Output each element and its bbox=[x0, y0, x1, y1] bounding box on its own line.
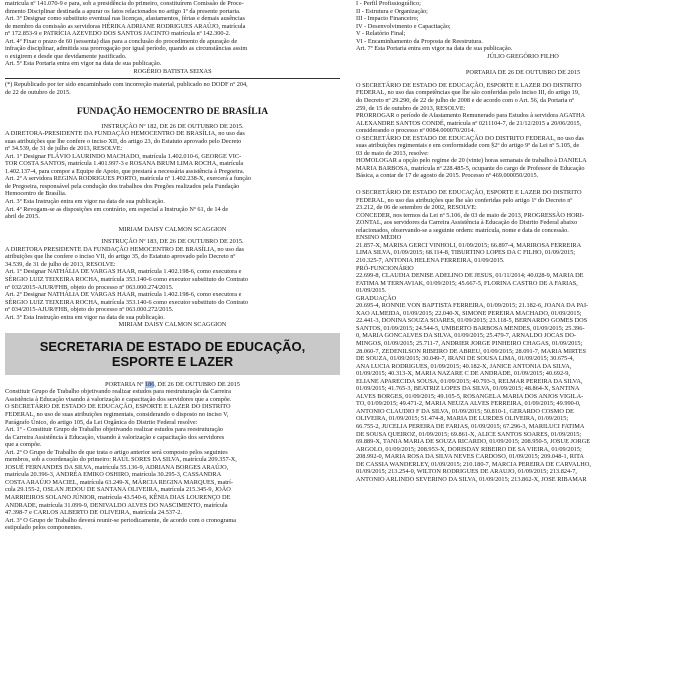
text-line: abril de 2015. bbox=[5, 213, 40, 221]
text-line: Hemocentro de Brasília. bbox=[5, 190, 67, 198]
text-line: membros, sob a coordenação do primeiro: RAUL SORES DA SILVA, matrícula 209.357-X, bbox=[5, 456, 237, 464]
text-line: o exigirem e desde que devidamente justificado. bbox=[5, 52, 127, 60]
text-line: OLIVEIRA, 01/09/2015; 51.474-8, MARIA DE LURDES OLIVEIRA, 01/09/2015; bbox=[356, 415, 569, 423]
text-line: TOR COSTA SANTOS, matrícula 1.401.997-3 e ROSANA BRUM LIMA ROCHA, matrícula bbox=[5, 160, 244, 168]
text-line: do Decreto nº 29.290, de 22 de julho de 2008 e de acordo com o Art. 56, da Portaria nº bbox=[356, 97, 575, 105]
text-line: JOSUÉ FERNANDES DA SILVA, matrícula 55.136-9, ADRIANA BORGES ARAÚJO, bbox=[5, 463, 229, 471]
section-heading-fhb: FUNDAÇÃO HEMOCENTRO DE BRASÍLIA bbox=[76, 106, 269, 117]
text-line: 22.699-8, CLAUDIA DENISE ADELINO DE JESUS, 01/11/2014; 40.028-9, MARIA DE bbox=[356, 272, 584, 280]
text-line: FEDERAL, no uso das atribuições que lhe são conferidas pelo artigo 1º do Decreto nº bbox=[356, 196, 573, 204]
text-line: Art. 3º Esta Instrução entra em vigor na data de sua publicação. bbox=[5, 198, 165, 206]
text-line: Art. 3º O Grupo de Trabalho deverá reunir-se periodicamente, de acordo com o cronograma bbox=[5, 516, 237, 524]
text-line: nº 34.539, de 31 de julho de 2013, RESOLVE: bbox=[5, 145, 123, 153]
text-line: Art. 1º Designar NATHÁLIA DE VARGAS HAAR, matrícula 1.402.198-6, como executora e bbox=[5, 268, 242, 276]
text-line: MINGOS, 01/09/2015; 25.711-7, ANDRIER JORGE PINHEIRO CHAGAS, 01/09/2015; bbox=[356, 339, 583, 347]
text-line: XAO ALMEIDA, 01/09/2015; 22.040-X, SIMONE PEREIRA MACHADO, 01/09/2015; bbox=[356, 309, 582, 317]
text-line: VI - Encaminhamento da Proposta de Reestrutura. bbox=[356, 37, 483, 45]
text-line: nº 172.853-9 e PATRÍCIA AZEVEDO DOS SANTOS JACINTO matrícula nº 142.300-2. bbox=[5, 30, 231, 38]
signature: JÚLIO GREGÓRIO FILHO bbox=[487, 52, 559, 60]
text-line: nº 032/2015-AJUR/FHB, objeto do processo nº 063.000.274/2015. bbox=[5, 283, 174, 291]
divider bbox=[5, 78, 340, 79]
signature: MIRIAM DAISY CALMON SCAGGION bbox=[118, 225, 227, 233]
text-line: Art. 2º O Grupo de Trabalho de que trata o artigo anterior será composto pelos seguintes bbox=[5, 448, 228, 456]
text-line: ENSINO MÉDIO bbox=[356, 234, 402, 242]
signature: ROGÉRIO BATISTA SEIXAS bbox=[133, 67, 212, 75]
section-banner-education bbox=[5, 333, 340, 375]
text-line: 66.755-2, JUCELIA PEREIRA DE FARIAS, 01/09/2015; 67.296-3, MARILUCI FATIMA bbox=[356, 422, 585, 430]
text-line: 34.539, de 31 de julho de 2013, RESOLVE: bbox=[5, 260, 116, 268]
portaria-body-b bbox=[356, 189, 690, 483]
text-line: ANTONIO ARLINDO SEVERINO DA SILVA, 01/09/2015; 213.862-X, JOSE RIBAMAR bbox=[356, 475, 587, 483]
text-line: A DIRETORA PRESIDENTE DA FUNDAÇÃO HEMOCENTRO DE BRASÍLIA, no uso das bbox=[5, 245, 244, 253]
text-line: Art. 3º Esta Instrução entra em vigor na data de sua publicação. bbox=[5, 313, 165, 321]
text-line: MARRIEIROS SOLANO JÚNIOR, matrícula 43.540-6, KÊNIA DIAS LOURENÇO DE bbox=[5, 493, 231, 501]
text-line: DE SOUSA QUEIROZ, 01/09/2015; 69.861-X, ALICE SANTOS SOARES, 01/09/2015; bbox=[356, 430, 582, 438]
text-line: estipulado pelos componentes. bbox=[5, 524, 83, 532]
text-line: de membro da comissão as servidoras HÉRIKA ADRIANE RODRIGUES ARAÚJO, matrícula bbox=[5, 22, 246, 30]
text-line: suas atribuições que lhe confere o inciso XII, do artigo 23, do Estatuto aprovado pelo Decreto bbox=[5, 137, 242, 145]
text-line: Assistência à Educação visando à valorização e capacitação dos servidores que a compõe. bbox=[5, 395, 232, 403]
highlighted-number: 186 bbox=[144, 380, 155, 388]
text-line: 23.212, de 06 de setembro de 2002, RESOLVE: bbox=[356, 204, 477, 212]
text-line: Art. 5º Esta Portaria entra em vigor na data de sua publicação. bbox=[5, 60, 162, 68]
portaria-title-suffix: , DE 26 DE OUTUBRO DE 2015 bbox=[154, 380, 240, 388]
text-line: ARGOLO, 01/09/2015; 208.953-X, DORISDAY RIBEIRO DE SA VIEIRA, 01/09/2015; bbox=[356, 445, 582, 453]
text-line: IV - Desenvolvimento e Capacitação; bbox=[356, 22, 451, 30]
text-line: CONCEDER, nos termos da Lei nº 5.106, de 03 de maio de 2013, PROGRESSÃO HORI- bbox=[356, 211, 584, 219]
banner-line: SECRETARIA DE ESTADO DE EDUCAÇÃO, bbox=[39, 338, 306, 354]
text-line: 01/09/2015. bbox=[356, 287, 387, 295]
text-line: matricula nº 141.070-9 e para, sob a presidência do primeiro, constituírem Comissão de Proce- bbox=[5, 0, 244, 7]
text-line: Art. 3º Designar como substituto eventual nas licenças, afastamentos, férias e demais ausências bbox=[5, 15, 245, 23]
text-line: GRADUAÇÃO bbox=[356, 294, 397, 302]
text-line: LIMA SILVA, 01/09/2015; 68.114-8, TIBURTINO LOPES DA C FILHO, 01/09/2015; bbox=[356, 249, 576, 257]
text-line: Constituir Grupo de Trabalho objetivando realizar estudos para reestruturação da Carreira bbox=[5, 388, 231, 396]
text-line: 03 de maio de 2013, resolve: bbox=[356, 149, 429, 157]
text-line: SÉRGIO LUIZ TEIXEIRA ROCHA, matrícula 353.140-6 como executor substituto do Contrato bbox=[5, 275, 248, 283]
text-line: ALEXANDRE SANTOS CONDÉ, matrícula nº 0211104-7, de 21/12/2015 a 20/06/2015, bbox=[356, 119, 582, 127]
instrucao-183-title: INSTRUÇÃO Nº 183, DE 26 DE OUTUBRO DE 2015. bbox=[101, 238, 244, 246]
text-line: II - Estrutura e Organização; bbox=[356, 7, 428, 15]
text-line: 28.060-7, ZEDENILSON RIBEIRO DE ABREU, 01/09/2015; 28.091-7, MARIA MIRTES bbox=[356, 347, 586, 355]
text-line: 47.398-7 e CARLOS ALBERTO DE OLIVEIRA, matrícula 24.537-2. bbox=[5, 509, 183, 517]
text-line: ANDRADE, matrícula 31.099-9, DENIVALDO ALVES DO NASCIMENTO, matrícula bbox=[5, 501, 228, 509]
text-line: suas atribuições regimentais e em conformidade com §2º do artigo 9º da Lei nº 5.105, de bbox=[356, 142, 580, 150]
text-line: O SECRETÁRIO DE ESTADO DE EDUCAÇÃO, ESPORTE E LAZER DO DISTRITO bbox=[5, 403, 231, 411]
text-line: TO, 01/09/2015; 49.471-2, MARIA NEUZA ALVES FERREIRA, 01/09/2015; 49.990-0, bbox=[356, 400, 581, 408]
right-column bbox=[356, 0, 690, 483]
text-line: Art. 4º Revogam-se as disposições em contrário, em especial a Instrução Nº 61, de 14 de bbox=[5, 205, 229, 213]
text-line: I - Perfil Profissiográfico; bbox=[356, 0, 421, 7]
portaria-title-prefix: PORTARIA Nº bbox=[105, 380, 145, 388]
text-line: PRORROGAR o período de Afastamento Remunerado para Estudos à servidora AGATHA bbox=[356, 112, 586, 120]
text-line: cula 29.155-2, OSLAN JEDOU DE SANTANA OLIVEIRA, matrícula 215.345-9, JOÃO bbox=[5, 486, 231, 494]
text-line: ZONTAL, aos servidores da Carreira Assistência à Educação do Distrito Federal abaixo bbox=[356, 219, 578, 227]
text-line: HOMOLOGAR a opção pelo regime de 20 (vinte) horas semanais de trabalho à DANIELA bbox=[356, 157, 587, 165]
text-line: dimento Disciplinar destinada a apurar os fatos relacionados no artigo 1º da presente portaria. bbox=[5, 7, 241, 15]
text-line: COSTA ARAÚJO MACIEL, matrícula 63.249-X, MÁRCIA REGINA MARQUES, matrí- bbox=[5, 478, 233, 486]
text-line: 21.857-X, MARISA GERCI VINHOLI, 01/09/2015; 66.897-4, MARIROSA FERREIRA bbox=[356, 241, 582, 249]
text-line: relacionados, observando-se a seguinte ordem: matrícula, nome e data de concessão. bbox=[356, 226, 569, 234]
text-line: DE SOUZA, 01/09/2015; 30.049-7, IRANI DE SOUSA LIMA, 01/09/2015; 30.675-4, bbox=[356, 355, 575, 363]
text-line: 01/09/2015; 213.254-0, WILTON RODRIGUES DE ARAUJO, 01/09/2015; 213.824-7, bbox=[356, 468, 577, 476]
text-line: FATIMA M TERNAVIAK, 01/09/2015; 45.667-5, FLORINA CASTRO DE A FARIAS, bbox=[356, 279, 578, 287]
text-line: MARIA BARBOSA, matrícula nº 228.485-5, ocupante do cargo de Professor de Educação bbox=[356, 164, 585, 172]
text-line: 20.695-4, RONNIE VON BAPTISTA FERREIRA, 01/09/2015; 21.182-6, JOANA DA PAI- bbox=[356, 302, 589, 310]
text-line: 0, MARIA GONCALVES DA SILVA, 01/09/2015; 25.479-7, ARNALDO JOCAS DO- bbox=[356, 332, 577, 340]
text-line: SÉRGIO LUIZ TEIXEIRA ROCHA, matrícula 353.140-6 como executor substituto do Contrato bbox=[5, 298, 248, 306]
instrucao-183-body bbox=[5, 246, 340, 321]
text-line: PRÓ-FUNCIONÁRIO bbox=[356, 264, 414, 272]
text-line: SANTOS, 01/09/2015; 24.544-5, UMBERTO BARBOSA MENDES, 01/09/2015; 25.396- bbox=[356, 324, 585, 332]
work-items-list bbox=[356, 0, 690, 53]
signature: MIRIAM DAISY CALMON SCAGGION bbox=[118, 321, 227, 329]
text-line: Art. 1º Designar FLÁVIO LAURINDO MACHADO, matrícula 1.402.010-6, GEORGE VIC- bbox=[5, 152, 242, 160]
text-line: 22.441-3, DONINA SOUZA SOARES, 01/09/2015; 23.118-5, BERNARDO GOMES DOS bbox=[356, 317, 588, 325]
text-line: Parágrafo Único, do artigo 105, da Lei Orgânica do Distrito Federal resolve: bbox=[5, 418, 198, 426]
text-line: considerando o processo nº 0084.000070/2014. bbox=[356, 127, 476, 135]
text-line: 01/09/2015; 41.765-3, BEATRIZ LOPES DA SILVA, 01/09/2015; 48.864-X, SANTINA bbox=[356, 385, 580, 393]
banner-line: ESPORTE E LAZER bbox=[111, 354, 234, 370]
text-line: Art. 2º A servidora REGINA RODRIGUES PORTO, matrícula nº 1.402.238-X, exercerá a função bbox=[5, 175, 251, 183]
text-line: Básica, a contar de 17 de agosto de 2015. Processo nº 469.000050/2015. bbox=[356, 172, 539, 180]
text-line: 259, de 15 de outubro de 2013, RESOLVE: bbox=[356, 104, 466, 112]
text-line: Art. 2º Designar NATHÁLIA DE VARGAS HAAR, matrícula 1.402.198-6, como executora e bbox=[5, 291, 242, 299]
portaria-continuation bbox=[5, 0, 340, 68]
left-column bbox=[5, 0, 340, 532]
text-line: 01/09/2015; 40.313-X, MARIA NAZARE C DE ANDRADE, 01/09/2015; 40.692-9, bbox=[356, 370, 570, 378]
republication-note bbox=[5, 81, 340, 96]
instrucao-182-body bbox=[5, 130, 340, 221]
text-line: 210.325-7, ANTONIA HELENA FERREIRA, 01/09/2015. bbox=[356, 256, 505, 264]
text-line: da Carreira Assistência à Educação, visando à valorização e capacitação dos servidores bbox=[5, 433, 225, 441]
text-line: DE CASSIA WANDERLEY, 01/09/2015; 210.180-7, MARCIA PEREIRA DE CARVALHO, bbox=[356, 460, 591, 468]
text-line: ELIANE APARECIDA SOUSA, 01/09/2015; 40.793-3, RELMAR PEREIRA DA SILVA, bbox=[356, 377, 583, 385]
text-line: de 22 de outubro de 2015. bbox=[5, 89, 71, 97]
text-line: O SECRETÁRIO DE ESTADO DE EDUCAÇÃO DO DISTRITO FEDERAL, no uso das bbox=[356, 134, 584, 142]
portaria-body-a bbox=[356, 82, 690, 180]
text-line: ALVES BORGES, 01/09/2015; 49.105-5, ROSANGELA MARIA DOS ANJOS VIGILA- bbox=[356, 392, 584, 400]
text-line: V - Relatório Final; bbox=[356, 30, 406, 38]
portaria-186-body bbox=[5, 388, 340, 531]
text-line: nº 034/2015-AJUR/FHB, objeto do processo nº 063.000.272/2015. bbox=[5, 306, 174, 314]
text-line: Art. 7º Esta Portaria entra em vigor na data de sua publicação. bbox=[356, 45, 513, 53]
text-line: FEDERAL, no uso das competências que lhe são conferidas pelo inciso III, do artigo 19, bbox=[356, 89, 580, 97]
text-line: 69.889-X, TANIA MARIA DE SOUZA RICARDO, 01/09/2015; 208.950-5, JOSUE JORGE bbox=[356, 438, 591, 446]
portaria-186-title bbox=[5, 381, 340, 389]
text-line: que a compõe. bbox=[5, 441, 42, 449]
text-line: FEDERAL, no uso de suas atribuições regimentais, considerando o disposto no inciso V, bbox=[5, 410, 229, 418]
text-line: 1.402.137-4, para compor a Equipe de Apoio, que prestará a necessária assistência à Pregoeira. bbox=[5, 167, 245, 175]
text-line: (*) Republicado por ter sido encaminhado com incorreção material, publicado no DODF nº 204, bbox=[5, 81, 248, 89]
text-line: III - Impacto Financeiro; bbox=[356, 15, 419, 23]
text-line: ANTONIO CLAUDIO F DA SILVA, 01/09/2015; 50.810-1, GERARDO COSMO DE bbox=[356, 407, 574, 415]
text-line: atribuições que lhe confere o inciso VII, do artigo 35, do Estatuto aprovado pelo Decreto nº bbox=[5, 253, 236, 261]
text-line: de Pregoeira, responsável pela condução dos trabalhos dos Pregões realizados pela Fundação bbox=[5, 182, 240, 190]
text-line: infração disciplinar, admitida sua prorrogação por igual período, quando as circunstâncias assim bbox=[5, 45, 248, 53]
text-line: O SECRETÁRIO DE ESTADO DE EDUCAÇÃO, ESPORTE E LAZER DO DISTRITO bbox=[356, 189, 582, 197]
text-line: Art. 4º Fixar o prazo de 60 (sessenta) dias para a conclusão do procedimento de apuração de bbox=[5, 37, 238, 45]
text-line: ANA LUCIA RODRIGUES, 01/09/2015; 40.182-X, JANICE ANTONIA DA SILVA, bbox=[356, 362, 572, 370]
instrucao-182-title: INSTRUÇÃO Nº 182, DE 26 DE OUTUBRO DE 2015. bbox=[101, 122, 244, 130]
text-line: Art. 1º - Constituir Grupo de Trabalho objetivando realizar estudos para reestruturação bbox=[5, 426, 224, 434]
portaria-title: PORTARIA DE 26 DE OUTUBRO DE 2015 bbox=[465, 69, 581, 77]
text-line: 208.992-0, MARIA ROSA DA SILVA NEVES CARDOSO, 01/09/2015; 209.048-1, RITA bbox=[356, 453, 584, 461]
text-line: matrícula 20.396-3, ANDRÉA EMIKO OSHIRO, matrícula 30.295-3, CASSANDRA bbox=[5, 471, 222, 479]
text-line: A DIRETORA-PRESIDENTE DA FUNDAÇÃO HEMOCENTRO DE BRASÍLIA, no uso das bbox=[5, 130, 245, 138]
text-line: O SECRETÁRIO DE ESTADO DE EDUCAÇÃO, ESPORTE E LAZER DO DISTRITO bbox=[356, 81, 582, 89]
